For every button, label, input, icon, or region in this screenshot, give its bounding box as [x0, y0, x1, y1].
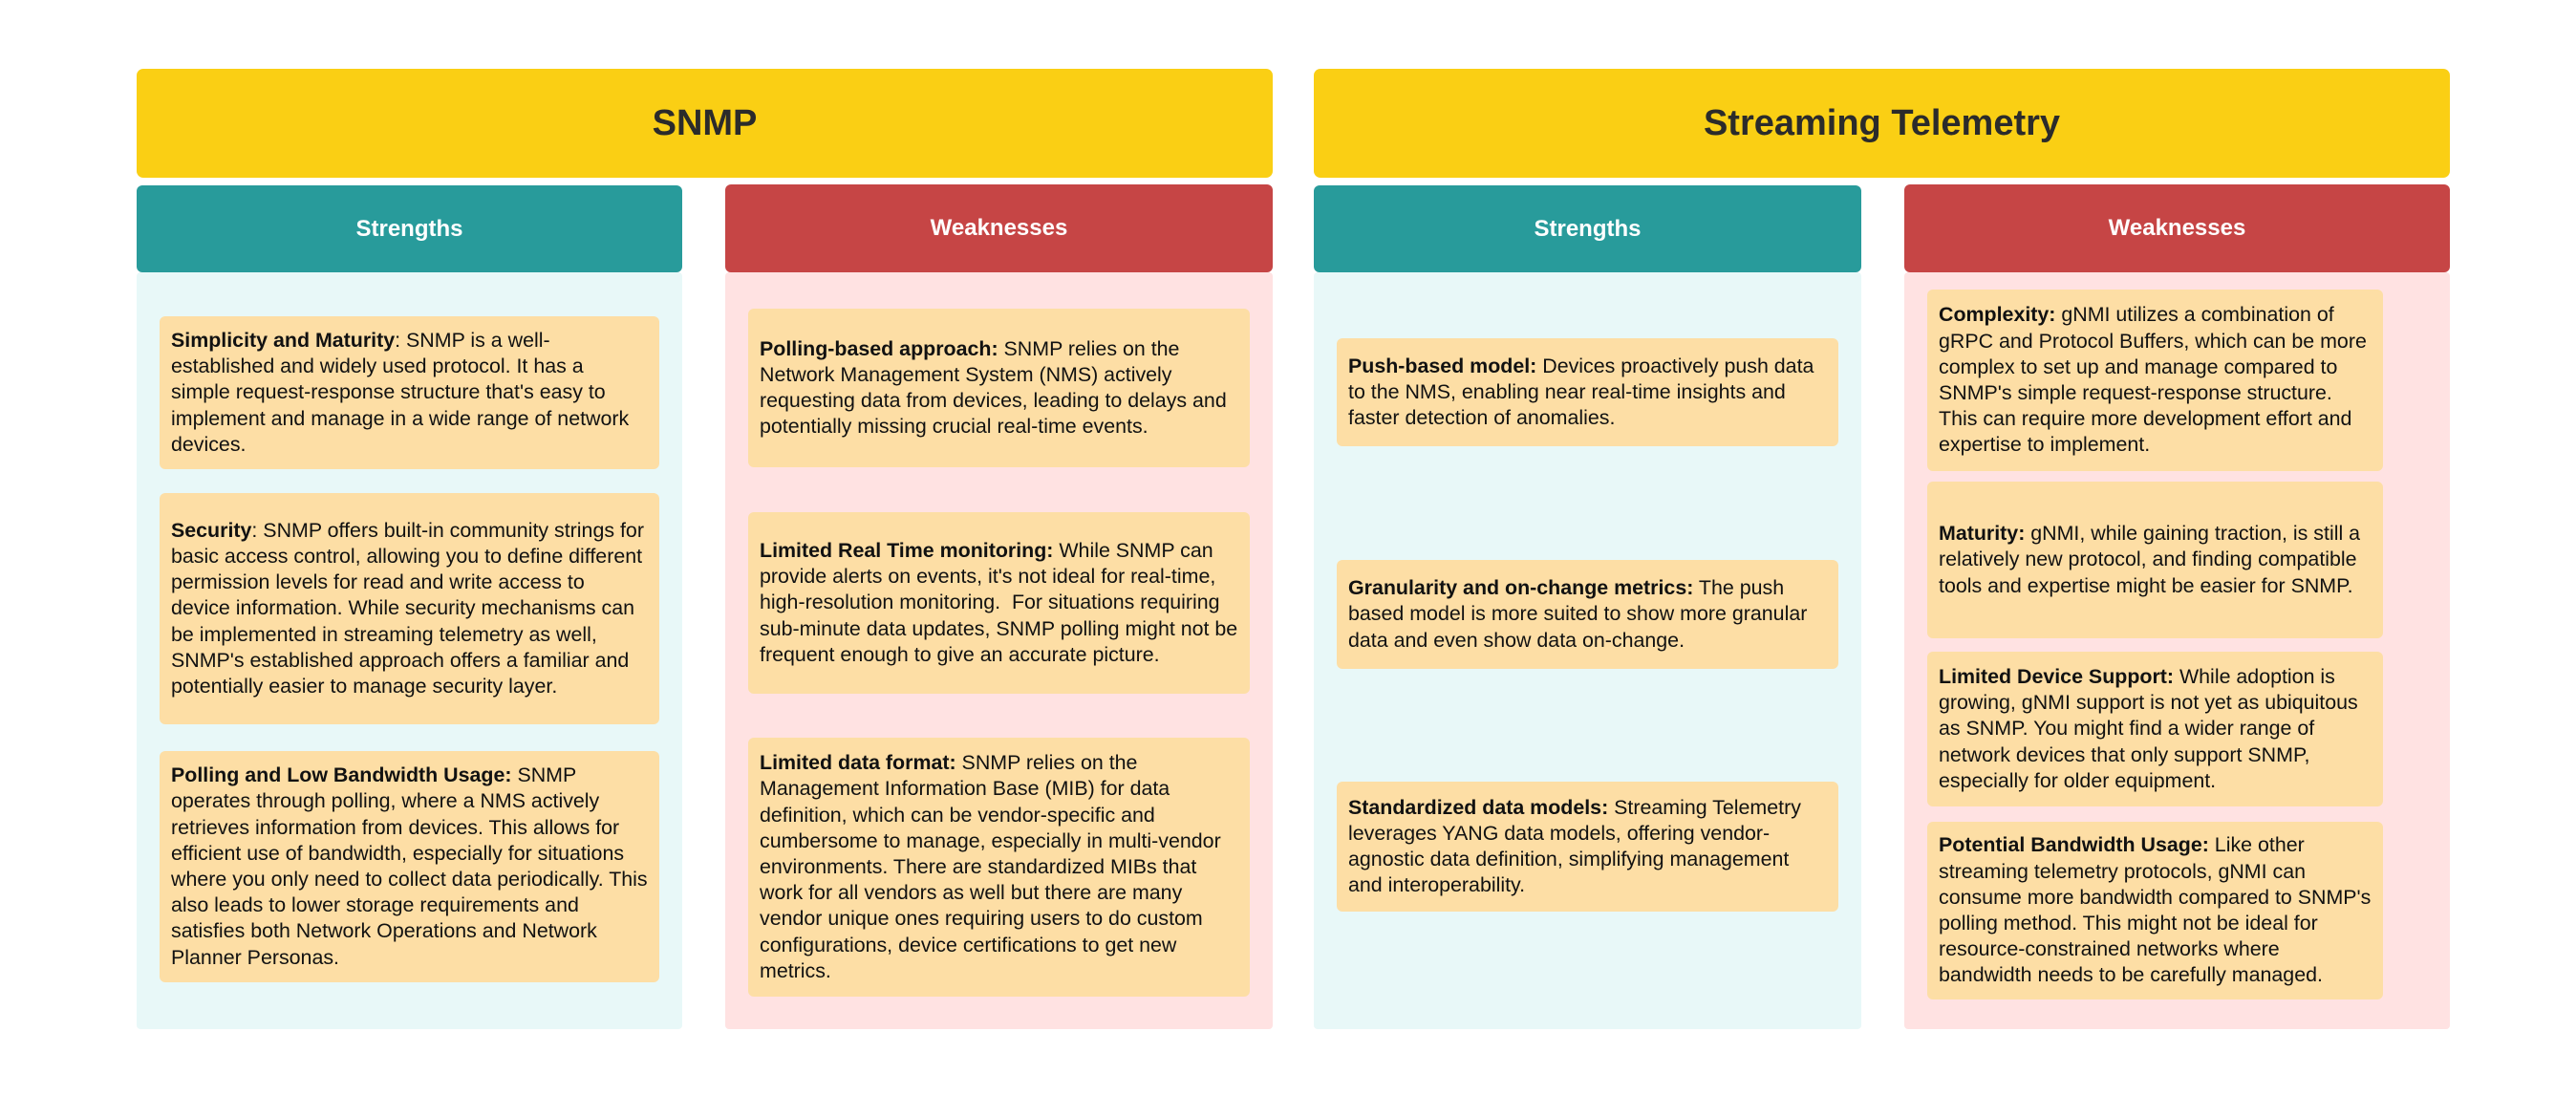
- snmp-strength-card: [160, 316, 659, 469]
- telemetry-strengths-header: [1314, 185, 1861, 272]
- snmp-strength-card: [160, 493, 659, 724]
- snmp-strengths-header: [137, 185, 682, 272]
- telemetry-weakness-card: [1927, 290, 2383, 471]
- card-heading: Standardized data models:: [1348, 795, 1609, 819]
- snmp-weakness-card: [748, 309, 1250, 467]
- card-body: SNMP relies on the Management Information Base (MIB) for data definition, which can be vendor-specific and cumbersome to manage, especially in multi-vendor environments. There are standardized MIBs that work for all vendors as well but there are many vendor unique ones requiring users to do custom configurations, device certifications to get new metrics.: [760, 751, 1227, 982]
- card-heading: Granularity and on-change metrics:: [1348, 576, 1694, 600]
- snmp-weakness-card: [748, 738, 1250, 997]
- card-body: SNMP operates through polling, where a NMS actively retrieves information from devices. This allows for efficient use of bandwidth, especially for situations where you only need to collect data periodically. This also leads to lower storage requirements and satisfies both Network Operations and Network Planner Personas.: [171, 763, 654, 969]
- card-body: gNMI, while gaining traction, is still a relatively new protocol, and finding compatible tools and expertise might be easier for SNMP.: [1939, 522, 2366, 597]
- card-heading: Complexity:: [1939, 303, 2056, 327]
- snmp-strength-card: [160, 751, 659, 982]
- telemetry-strength-card: [1337, 338, 1838, 446]
- card-body: gNMI utilizes a combination of gRPC and Protocol Buffers, which can be more complex to set up and manage compared to SNMP's simple request-response structure. This can require more development effort and expertise to implement.: [1939, 303, 2372, 457]
- card-heading: Polling-based approach:: [760, 336, 998, 360]
- card-heading: Security: [171, 518, 252, 542]
- card-heading: Simplicity and Maturity: [171, 329, 396, 352]
- card-heading: Limited Device Support:: [1939, 665, 2175, 688]
- card-heading: Push-based model:: [1348, 354, 1537, 377]
- card-body: Like other streaming telemetry protocols, gNMI can consume more bandwidth compared to SNMP's polling method. This might not be ideal for resource-constrained networks where bandwidth needs to be carefully managed.: [1939, 833, 2377, 987]
- card-body: : SNMP offers built-in community strings for basic access control, allowing you to define different permission levels for read and write access to device information. While security mechanisms can be implemented in streaming telemetry as well, SNMP's established approach offers a familiar and potentially easier to manage security layer.: [171, 518, 650, 698]
- telemetry-weaknesses-header-text: Weaknesses: [2108, 215, 2246, 241]
- card-body: SNMP relies on the Network Management System (NMS) actively requesting data from devices, leading to delays and potentially missing crucial real-time events.: [760, 336, 1233, 439]
- telemetry-strengths-header-text: Strengths: [1534, 215, 1642, 242]
- card-body: While adoption is growing, gNMI support is not yet as ubiquitous as SNMP. You might find a wider range of network devices that only support SNMP, especially for older equipment.: [1939, 665, 2364, 792]
- card-heading: Maturity:: [1939, 522, 2026, 546]
- telemetry-title: [1314, 69, 2450, 178]
- card-heading: Polling and Low Bandwidth Usage:: [171, 763, 512, 787]
- card-body: The push based model is more suited to show more granular data and even show data on-change.: [1348, 576, 1814, 652]
- card-heading: Limited data format:: [760, 751, 956, 775]
- telemetry-title-text: Streaming Telemetry: [1703, 102, 2061, 143]
- snmp-weaknesses-header: [725, 184, 1273, 272]
- card-body: Devices proactively push data to the NMS, enabling near real-time insights and faster detection of anomalies.: [1348, 354, 1820, 430]
- snmp-weakness-card: [748, 512, 1250, 694]
- snmp-weaknesses-header-text: Weaknesses: [930, 215, 1068, 241]
- telemetry-weaknesses-header: [1904, 184, 2450, 272]
- telemetry-weakness-card: [1927, 652, 2383, 806]
- card-heading: Limited Real Time monitoring:: [760, 538, 1054, 562]
- telemetry-strength-card: [1337, 782, 1838, 912]
- card-body: While SNMP can provide alerts on events, it's not ideal for real-time, high-resolution monitoring. For situations requiring sub-minute data updates, SNMP polling might not be frequent enough to give an accurate picture.: [760, 538, 1244, 666]
- snmp-title-text: SNMP: [652, 102, 758, 143]
- telemetry-weakness-card: [1927, 482, 2383, 638]
- telemetry-strength-card: [1337, 560, 1838, 669]
- card-heading: Potential Bandwidth Usage:: [1939, 833, 2209, 857]
- snmp-title: [137, 69, 1273, 178]
- telemetry-weakness-card: [1927, 822, 2383, 999]
- card-body: Streaming Telemetry leverages YANG data models, offering vendor-agnostic data definition, simplifying management and interoperability.: [1348, 795, 1807, 897]
- card-body: : SNMP is a well-established and widely used protocol. It has a simple request-response structure that's easy to implement and manage in a wide range of network devices.: [171, 329, 635, 456]
- snmp-strengths-header-text: Strengths: [355, 215, 463, 242]
